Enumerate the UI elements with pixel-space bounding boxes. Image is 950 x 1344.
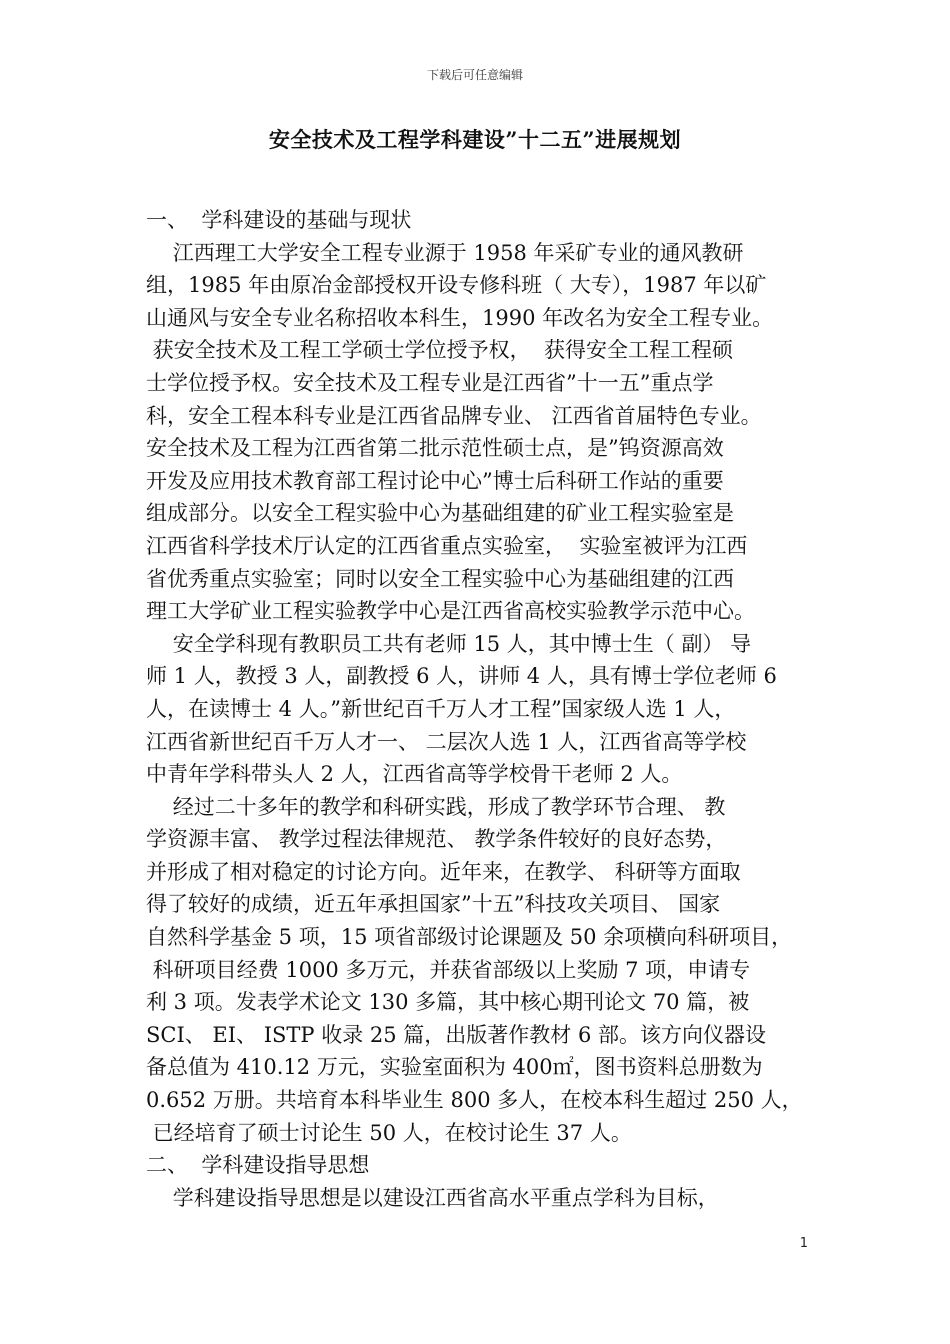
body-line: 学科建设指导思想是以建设江西省高水平重点学科为目标， — [146, 1185, 719, 1210]
body-line: 已经培育了硕士讨论生 50 人，在校讨论生 37 人。 — [146, 1120, 632, 1145]
body-line: 自然科学基金 5 项，15 项省部级讨论课题及 50 余项横向科研项目， — [146, 925, 793, 950]
body-line: 人，在读博士 4 人。”新世纪百千万人才工程”国家级人选 1 人， — [146, 696, 736, 721]
body-line: 科，安全工程本科专业是江西省品牌专业、 江西省首届特色专业。 — [146, 403, 762, 428]
body-line: 理工大学矿业工程实验教学中心是江西省高校实验教学示范中心。 — [146, 599, 755, 624]
body-line: 利 3 项。发表学术论文 130 多篇，其中核心期刊论文 70 篇，被 — [146, 990, 750, 1015]
header-note: 下载后可任意编辑 — [426, 68, 523, 82]
body-line: 江西理工大学安全工程专业源于 1958 年采矿专业的通风教研 — [146, 240, 744, 265]
body-line: 安全技术及工程为江西省第二批示范性硕士点，是”钨资源高效 — [146, 436, 724, 461]
document-title: 安全技术及工程学科建设”十二五”进展规划 — [268, 127, 682, 152]
body-line: 备总值为 410.12 万元，实验室面积为 400㎡，图书资料总册数为 — [146, 1055, 763, 1080]
body-line: 山通风与安全专业名称招收本科生，1990 年改名为安全工程专业。 — [146, 305, 774, 330]
body-line: 组成部分。以安全工程实验中心为基础组建的矿业工程实验室是 — [146, 501, 734, 526]
body-line: 学资源丰富、 教学过程法律规范、 教学条件较好的良好态势， — [146, 827, 727, 852]
body-line: 0.652 万册。共培育本科毕业生 800 多人，在校本科生超过 250 人， — [146, 1088, 803, 1113]
body-line: 江西省科学技术厅认定的江西省重点实验室， 实验室被评为江西 — [146, 533, 748, 558]
body-line: 省优秀重点实验室；同时以安全工程实验中心为基础组建的江西 — [146, 566, 734, 591]
section-heading: 二、 学科建设指导思想 — [146, 1153, 370, 1178]
body-line: 获安全技术及工程工学硕士学位授予权， 获得安全工程工程硕 — [146, 338, 734, 363]
body-line: 科研项目经费 1000 多万元，并获省部级以上奖励 7 项，申请专 — [146, 957, 751, 982]
body-line: 开发及应用技术教育部工程讨论中心”博士后科研工作站的重要 — [146, 468, 724, 493]
document-body — [146, 204, 810, 1214]
body-line: 组，1985 年由原冶金部授权开设专修科班（ 大专），1987 年以矿 — [146, 273, 767, 298]
body-line: 经过二十多年的教学和科研实践，形成了教学环节合理、 教 — [146, 794, 726, 819]
body-line: 中青年学科带头人 2 人，江西省高等学校骨干老师 2 人。 — [146, 762, 683, 787]
body-line: 师 1 人，教授 3 人，副教授 6 人，讲师 4 人，具有博士学位老师 6 — [146, 664, 777, 689]
page-number: 1 — [799, 1236, 808, 1251]
body-line: 安全学科现有教职员工共有老师 15 人，其中博士生（ 副） 导 — [146, 631, 752, 656]
body-line: 士学位授予权。安全技术及工程专业是江西省”十一五”重点学 — [146, 370, 714, 395]
body-line: 得了较好的成绩，近五年承担国家”十五”科技攻关项目、 国家 — [146, 892, 721, 917]
section-heading: 一、 学科建设的基础与现状 — [146, 208, 412, 232]
body-line: 并形成了相对稳定的讨论方向。近年来，在教学、 科研等方面取 — [146, 859, 741, 884]
body-line: 江西省新世纪百千万人才一、 二层次人选 1 人，江西省高等学校 — [146, 729, 747, 754]
body-line: SCI、 EI、 ISTP 收录 25 篇，出版著作教材 6 部。该方向仪器设 — [146, 1022, 767, 1047]
